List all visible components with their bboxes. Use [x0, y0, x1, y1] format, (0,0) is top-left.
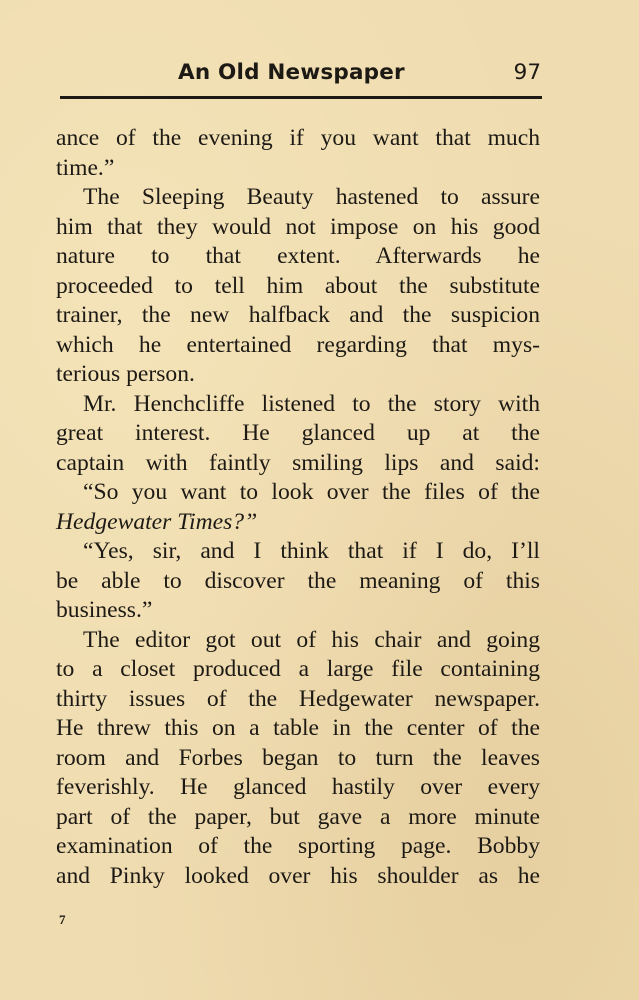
- chapter-title: An Old Newspaper: [178, 60, 405, 85]
- text-line: which he entertained regarding that mys-: [56, 331, 540, 358]
- text-line: be able to discover the meaning of this: [56, 567, 540, 594]
- body-text: [56, 124, 540, 891]
- text-line: ance of the evening if you want that much: [56, 125, 540, 151]
- text-line: captain with faintly smiling lips and said:: [56, 449, 540, 476]
- running-head: [60, 60, 541, 94]
- text-line: and Pinky looked over his shoulder as he: [56, 862, 540, 889]
- text-line: Hedgewater Times?”: [56, 508, 258, 535]
- page-number: 97: [513, 60, 541, 85]
- text-line: nature to that extent. Afterwards he: [56, 243, 540, 269]
- text-line: Mr. Henchcliffe listened to the story with: [83, 390, 540, 417]
- text-line: The Sleeping Beauty hastened to assure: [83, 184, 540, 210]
- header-rule: [60, 96, 542, 99]
- text-line: room and Forbes began to turn the leaves: [56, 744, 540, 771]
- text-line: examination of the sporting page. Bobby: [56, 833, 540, 859]
- text-line: proceeded to tell him about the substitute: [56, 272, 540, 299]
- text-line: He threw this on a table in the center of the: [56, 715, 540, 741]
- text-line: “Yes, sir, and I think that if I do, I’ll: [83, 538, 540, 564]
- text-line: thirty issues of the Hedgewater newspaper.: [56, 685, 540, 712]
- text-line: part of the paper, but gave a more minute: [56, 803, 540, 830]
- text-line: trainer, the new halfback and the suspicion: [56, 302, 540, 328]
- text-line: feverishly. He glanced hastily over every: [56, 774, 540, 800]
- text-line: great interest. He glanced up at the: [56, 420, 540, 446]
- text-line: to a closet produced a large file containing: [56, 656, 540, 682]
- text-line: business.”: [56, 597, 153, 623]
- text-line: him that they would not impose on his good: [56, 213, 540, 240]
- text-line: The editor got out of his chair and going: [83, 626, 540, 653]
- signature-mark: 7: [59, 912, 66, 927]
- text-line: time.”: [56, 154, 115, 181]
- text-line: terious person.: [56, 361, 195, 387]
- text-line: “So you want to look over the files of the: [83, 479, 540, 505]
